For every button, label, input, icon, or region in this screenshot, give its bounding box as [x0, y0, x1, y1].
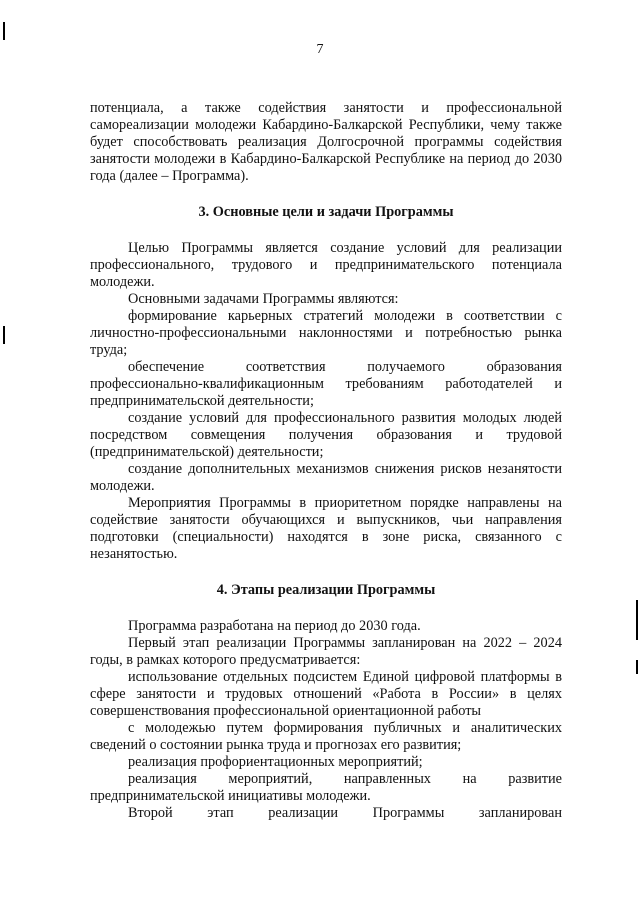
paragraph-continuation: потенциала, а также содействия занятости и профессиональной самореализации молодежи Кабардино-Балкарской Республики, чему также будет способствовать реализация Долгосрочной программы содействия занятости молодежи в Кабардино-Балкарской Республике на период до 2030 года (далее – Программа). [90, 100, 562, 184]
paragraph-period: Программа разработана на период до 2030 года. [128, 618, 421, 634]
paragraph-stage-1: Первый этап реализации Программы запланирован на 2022 – 2024 годы, в рамках которого предусматривается: [90, 635, 562, 668]
task-item-1: формирование карьерных стратегий молодежи в соответствии с личностно-профессиональными наклонностями и потребностью рынка труда; [90, 308, 562, 358]
scan-margin-mark-left [3, 326, 5, 344]
paragraph-goal: Целью Программы является создание условий для реализации профессионального, трудового и предпринимательского потенциала молодежи. [90, 240, 562, 290]
section-heading-4: 4. Этапы реализации Программы [216, 582, 436, 598]
page-number: 7 [316, 42, 324, 57]
scan-margin-mark-right [636, 600, 638, 640]
stage-1-item-3: реализация мероприятий, направленных на развитие предпринимательской инициативы молодежи. [90, 771, 562, 804]
paragraph-tasks-intro: Основными задачами Программы являются: [128, 291, 399, 307]
stage-1-item-2: реализация профориентационных мероприятий; [128, 754, 423, 770]
stage-1-item-1: использование отдельных подсистем Единой цифровой платформы в сфере занятости и трудовых отношений «Работа в России» в целях совершенствования профессиональной ориентационной работы [90, 669, 562, 719]
task-item-2: обеспечение соответствия получаемого образования профессионально-квалификационным требованиям работодателей и предпринимательской деятельности; [90, 359, 562, 409]
section-heading-3: 3. Основные цели и задачи Программы [198, 204, 454, 220]
task-item-3: создание условий для профессионального развития молодых людей посредством совмещения получения образования и трудовой (предпринимательской) деятельности; [90, 410, 562, 460]
scan-margin-mark-right-lower [636, 660, 638, 674]
scan-margin-mark-top-left [3, 22, 5, 40]
document-body [90, 100, 562, 822]
paragraph-priorities: Мероприятия Программы в приоритетном порядке направлены на содействие занятости обучающихся и выпускников, чьи направления подготовки (специальности) находятся в зоне риска, связанного с незанятостью. [90, 495, 562, 562]
paragraph-stage-2: Второй этап реализации Программы запланирован [128, 805, 562, 821]
task-item-4: создание дополнительных механизмов снижения рисков незанятости молодежи. [90, 461, 562, 494]
stage-1-item-1-cont: с молодежью путем формирования публичных и аналитических сведений о состоянии рынка труда и прогнозах его развития; [90, 720, 562, 753]
